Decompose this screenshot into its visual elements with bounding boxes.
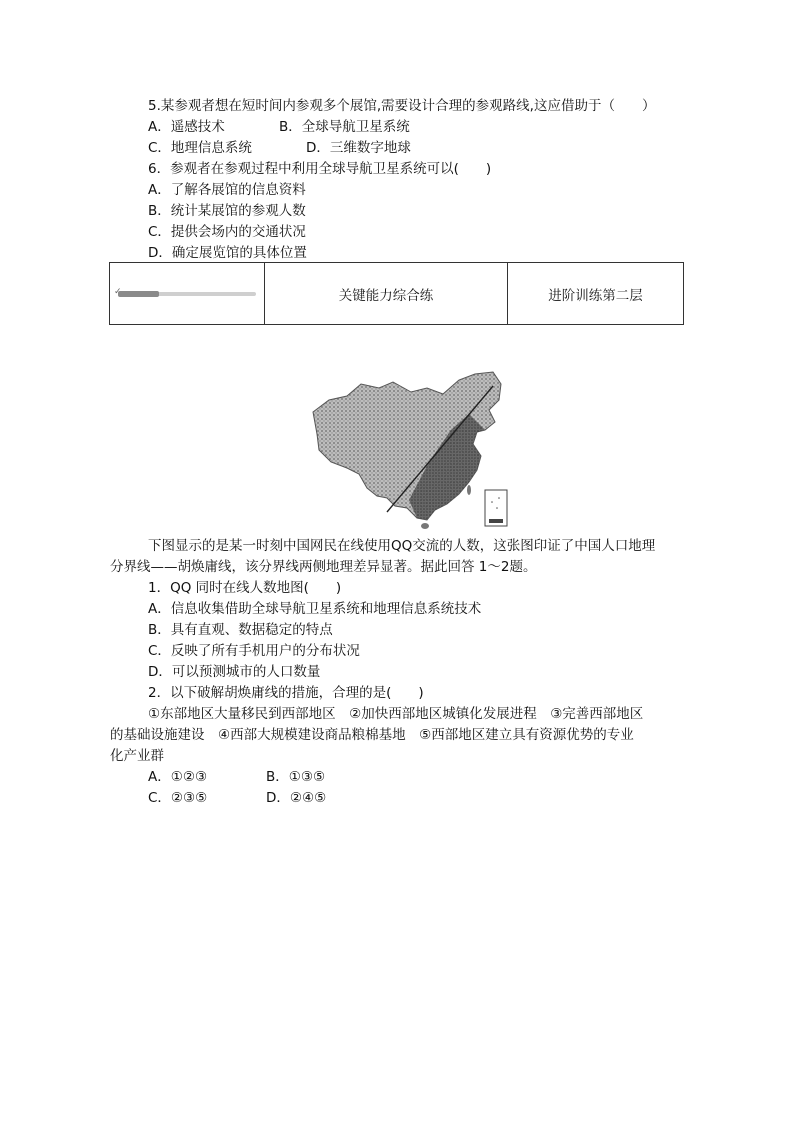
- q1-option-b: B．具有直观、数据稳定的特点: [148, 622, 333, 638]
- q5-option-b: B．全球导航卫星系统: [279, 119, 410, 135]
- intro-line-1: 下图显示的是某一时刻中国网民在线使用QQ交流的人数，这张图印证了中国人口地理: [148, 538, 656, 554]
- q2-text-line-1: ①东部地区大量移民到西部地区 ②加快西部地区城镇化发展进程 ③完善西部地区: [148, 706, 644, 722]
- q6-option-b: B．统计某展馆的参观人数: [148, 203, 306, 219]
- banner-progress-cell: [110, 263, 265, 325]
- q1-option-d: D．可以预测城市的人口数量: [148, 664, 321, 680]
- q6-stem: 6．参观者在参观过程中利用全球导航卫星系统可以( ): [148, 161, 492, 177]
- q1-option-a: A．信息收集借助全球导航卫星系统和地理信息系统技术: [148, 601, 482, 617]
- q6-option-d: D．确定展览馆的具体位置: [148, 245, 307, 261]
- q5-option-d: D．三维数字地球: [306, 140, 411, 156]
- progress-fill: [118, 291, 159, 297]
- section-banner: [109, 262, 684, 325]
- banner-level: 进阶训练第二层: [508, 263, 684, 325]
- intro-line-2: 分界线——胡焕庸线，该分界线两侧地理差异显著。据此回答 1～2题。: [110, 559, 537, 575]
- q6-option-a: A．了解各展馆的信息资料: [148, 182, 306, 198]
- check-icon: ✓: [114, 286, 122, 297]
- q2-text-line-3: 化产业群: [110, 748, 164, 764]
- q5-option-a: A．遥感技术: [148, 119, 225, 135]
- q1-stem: 1．QQ 同时在线人数地图( ): [148, 580, 342, 596]
- banner-title: 关键能力综合练: [265, 263, 508, 325]
- q2-text-line-2: 的基础设施建设 ④西部大规模建设商品粮棉基地 ⑤西部地区建立具有资源优势的专业: [110, 727, 634, 743]
- q5-option-c: C．地理信息系统: [148, 140, 252, 156]
- q2-stem: 2．以下破解胡焕庸线的措施，合理的是( ): [148, 685, 424, 701]
- q2-option-c: C．②③⑤: [148, 790, 208, 806]
- q2-option-a: A．①②③: [148, 769, 208, 785]
- q6-option-c: C．提供会场内的交通状况: [148, 224, 306, 240]
- q2-option-d: D．②④⑤: [266, 790, 327, 806]
- q2-option-b: B．①③⑤: [266, 769, 326, 785]
- q5-stem: 5.某参观者想在短时间内参观多个展馆,需要设计合理的参观路线,这应借助于（ ）: [148, 98, 656, 114]
- progress-bar: [114, 286, 256, 297]
- q1-option-c: C．反映了所有手机用户的分布状况: [148, 643, 360, 659]
- china-population-map-icon: [309, 370, 511, 530]
